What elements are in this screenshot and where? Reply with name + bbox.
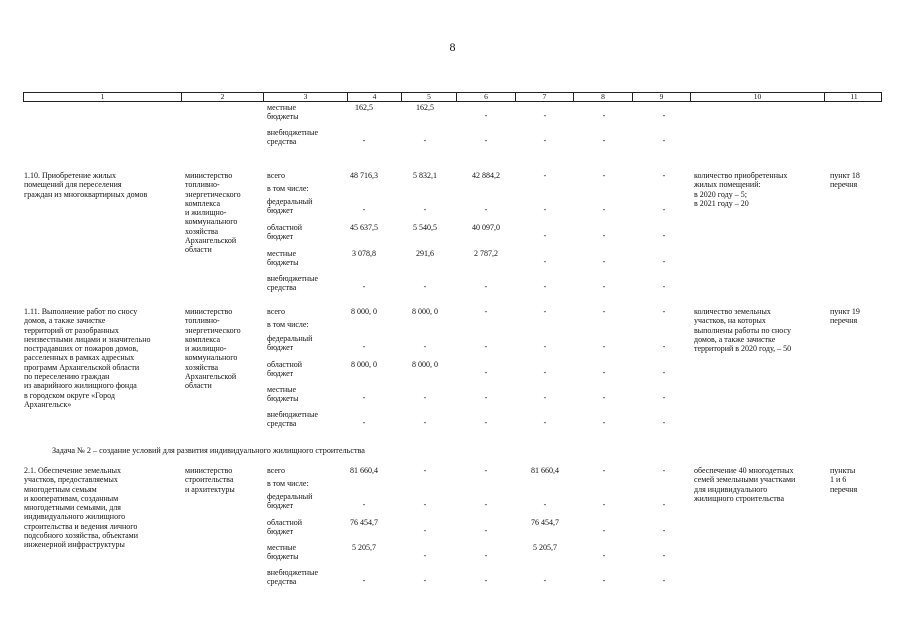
header-col-4: 4 bbox=[348, 93, 402, 101]
amount-cell: - bbox=[543, 171, 547, 180]
target-indicator: обеспечение 40 многодетных семей земельными участками для индивидуального жилищного строительства bbox=[694, 466, 796, 503]
amount-cell: - bbox=[602, 205, 606, 214]
amount-cell: - bbox=[484, 136, 488, 145]
amount-cell: - bbox=[543, 257, 547, 266]
amount-cell: - bbox=[662, 368, 666, 377]
amount-cell: - bbox=[484, 526, 488, 535]
amount-cell: - bbox=[423, 576, 427, 585]
amount-cell: - bbox=[662, 257, 666, 266]
amount-cell: - bbox=[543, 342, 547, 351]
funding-source-label: федеральный бюджет bbox=[267, 197, 313, 216]
amount-cell: - bbox=[484, 205, 488, 214]
funding-source-label: в том числе: bbox=[267, 320, 309, 329]
list-reference: пункт 19 перечня bbox=[830, 307, 860, 326]
amount-cell: - bbox=[484, 551, 488, 560]
header-col-7: 7 bbox=[516, 93, 574, 101]
amount-cell: - bbox=[662, 342, 666, 351]
executor: министерство строительства и архитектуры bbox=[185, 466, 235, 494]
header-col-5: 5 bbox=[402, 93, 457, 101]
amount-cell: - bbox=[484, 342, 488, 351]
amount-cell: - bbox=[362, 205, 366, 214]
amount-cell: - bbox=[602, 282, 606, 291]
amount-cell: 5 205,7 bbox=[352, 543, 376, 552]
amount-cell: - bbox=[423, 551, 427, 560]
amount-cell: 48 716,3 bbox=[350, 171, 378, 180]
amount-cell: 5 832,1 bbox=[413, 171, 437, 180]
funding-source-label: областной бюджет bbox=[267, 360, 303, 379]
amount-cell: - bbox=[543, 111, 547, 120]
funding-source-label: внебюджетные средства bbox=[267, 568, 318, 587]
amount-cell: - bbox=[484, 393, 488, 402]
amount-cell: 5 540,5 bbox=[413, 223, 437, 232]
header-col-2: 2 bbox=[182, 93, 264, 101]
amount-cell: - bbox=[362, 393, 366, 402]
amount-cell: - bbox=[662, 466, 666, 475]
amount-cell: - bbox=[662, 231, 666, 240]
amount-cell: - bbox=[423, 526, 427, 535]
amount-cell: - bbox=[362, 576, 366, 585]
amount-cell: - bbox=[362, 500, 366, 509]
amount-cell: 40 097,0 bbox=[472, 223, 500, 232]
amount-cell: - bbox=[484, 466, 488, 475]
amount-cell: - bbox=[543, 282, 547, 291]
event-name: 1.10. Приобретение жилых помещений для переселения граждан из многоквартирных домов bbox=[24, 171, 148, 199]
amount-cell: - bbox=[362, 418, 366, 427]
list-reference: пункт 18 перечня bbox=[830, 171, 860, 190]
amount-cell: 81 660,4 bbox=[531, 466, 559, 475]
amount-cell: - bbox=[602, 136, 606, 145]
amount-cell: 42 884,2 bbox=[472, 171, 500, 180]
amount-cell: - bbox=[543, 136, 547, 145]
funding-source-label: местные бюджеты bbox=[267, 103, 299, 122]
amount-cell: 8 000, 0 bbox=[351, 307, 377, 316]
amount-cell: - bbox=[484, 282, 488, 291]
amount-cell: - bbox=[662, 111, 666, 120]
amount-cell: - bbox=[662, 526, 666, 535]
amount-cell: - bbox=[602, 111, 606, 120]
funding-source-label: областной бюджет bbox=[267, 223, 303, 242]
amount-cell: - bbox=[484, 418, 488, 427]
header-col-3: 3 bbox=[264, 93, 348, 101]
amount-cell: - bbox=[423, 393, 427, 402]
funding-source-label: местные бюджеты bbox=[267, 385, 299, 404]
amount-cell: - bbox=[602, 393, 606, 402]
amount-cell: - bbox=[662, 418, 666, 427]
table-header bbox=[23, 92, 882, 102]
amount-cell: - bbox=[602, 368, 606, 377]
funding-source-label: местные бюджеты bbox=[267, 543, 299, 562]
header-col-11: 11 bbox=[850, 92, 858, 101]
amount-cell: 8 000, 0 bbox=[351, 360, 377, 369]
target-indicator: количество приобретенных жилых помещений: в 2020 году – 5; в 2021 году – 20 bbox=[694, 171, 788, 208]
amount-cell: - bbox=[602, 257, 606, 266]
funding-source-label: в том числе: bbox=[267, 184, 309, 193]
list-reference: пункты 1 и 6 перечня bbox=[830, 466, 858, 494]
funding-source-label: всего bbox=[267, 307, 286, 316]
amount-cell: - bbox=[602, 576, 606, 585]
amount-cell: - bbox=[543, 418, 547, 427]
event-name: 2.1. Обеспечение земельных участков, предоставляемых многодетным семьям и кооперативам, созданным многодетными семьями, для индивидуального жилищного строительства и ведения личного подсобного хозяйства, объектами инженерной инфраструктуры bbox=[24, 466, 139, 550]
amount-cell: - bbox=[543, 393, 547, 402]
amount-cell: 76 454,7 bbox=[531, 518, 559, 527]
amount-cell: - bbox=[602, 500, 606, 509]
amount-cell: 162,5 bbox=[416, 103, 434, 112]
amount-cell: - bbox=[484, 576, 488, 585]
amount-cell: - bbox=[602, 551, 606, 560]
amount-cell: 81 660,4 bbox=[350, 466, 378, 475]
funding-source-label: всего bbox=[267, 466, 286, 475]
executor: министерство топливно- энергетического комплекса и жилищно- коммунального хозяйства Архангельской области bbox=[185, 307, 241, 391]
amount-cell: - bbox=[484, 368, 488, 377]
funding-source-label: внебюджетные средства bbox=[267, 410, 318, 429]
amount-cell: - bbox=[543, 231, 547, 240]
amount-cell: - bbox=[423, 205, 427, 214]
header-col-9: 9 bbox=[633, 93, 691, 101]
funding-source-label: федеральный бюджет bbox=[267, 492, 313, 511]
amount-cell: - bbox=[543, 205, 547, 214]
amount-cell: - bbox=[423, 466, 427, 475]
amount-cell: - bbox=[423, 282, 427, 291]
header-col-10: 10 bbox=[691, 93, 825, 101]
amount-cell: 76 454,7 bbox=[350, 518, 378, 527]
target-indicator: количество земельных участков, на которых выполнены работы по сносу домов, а также зачистке территорий в 2020 году, – 50 bbox=[694, 307, 792, 354]
funding-source-label: внебюджетные средства bbox=[267, 274, 318, 293]
executor: министерство топливно- энергетического комплекса и жилищно- коммунального хозяйства Архангельской области bbox=[185, 171, 241, 255]
amount-cell: 162,5 bbox=[355, 103, 373, 112]
amount-cell: - bbox=[602, 231, 606, 240]
amount-cell: - bbox=[662, 171, 666, 180]
header-col-8: 8 bbox=[574, 93, 633, 101]
amount-cell: - bbox=[543, 500, 547, 509]
amount-cell: 5 205,7 bbox=[533, 543, 557, 552]
funding-source-label: в том числе: bbox=[267, 479, 309, 488]
amount-cell: - bbox=[662, 551, 666, 560]
header-col-1: 1 bbox=[24, 93, 182, 101]
amount-cell: - bbox=[484, 500, 488, 509]
amount-cell: - bbox=[423, 136, 427, 145]
amount-cell: - bbox=[662, 136, 666, 145]
amount-cell: - bbox=[602, 418, 606, 427]
amount-cell: 45 637,5 bbox=[350, 223, 378, 232]
amount-cell: - bbox=[484, 307, 488, 316]
funding-source-label: внебюджетные средства bbox=[267, 128, 318, 147]
amount-cell: - bbox=[662, 282, 666, 291]
amount-cell: - bbox=[662, 576, 666, 585]
amount-cell: - bbox=[602, 526, 606, 535]
amount-cell: 3 078,8 bbox=[352, 249, 376, 258]
amount-cell: 291,6 bbox=[416, 249, 434, 258]
amount-cell: - bbox=[602, 342, 606, 351]
amount-cell: - bbox=[543, 576, 547, 585]
page-number: 8 bbox=[449, 40, 456, 54]
funding-source-label: местные бюджеты bbox=[267, 249, 299, 268]
funding-source-label: всего bbox=[267, 171, 286, 180]
amount-cell: - bbox=[662, 205, 666, 214]
header-col-6: 6 bbox=[457, 93, 516, 101]
amount-cell: - bbox=[423, 342, 427, 351]
amount-cell: - bbox=[423, 500, 427, 509]
amount-cell: - bbox=[362, 282, 366, 291]
amount-cell: 8 000, 0 bbox=[412, 307, 438, 316]
event-name: 1.11. Выполнение работ по сносу домов, а также зачистке территорий от разобранных неизвестными лицами и значительно пострадавших от пожаров домов, расселенных в рамках адресных программ Архангельской области по переселению граждан из аварийного жилищного фонда в городском округе «Город Архангельск» bbox=[24, 307, 151, 409]
funding-source-label: областной бюджет bbox=[267, 518, 303, 537]
amount-cell: - bbox=[543, 368, 547, 377]
amount-cell: - bbox=[662, 307, 666, 316]
amount-cell: - bbox=[423, 418, 427, 427]
amount-cell: - bbox=[602, 466, 606, 475]
amount-cell: - bbox=[362, 342, 366, 351]
amount-cell: - bbox=[362, 136, 366, 145]
amount-cell: - bbox=[662, 393, 666, 402]
amount-cell: - bbox=[543, 307, 547, 316]
amount-cell: 2 787,2 bbox=[474, 249, 498, 258]
amount-cell: 8 000, 0 bbox=[412, 360, 438, 369]
amount-cell: - bbox=[602, 171, 606, 180]
funding-source-label: федеральный бюджет bbox=[267, 334, 313, 353]
task-heading: Задача № 2 – создание условий для развития индивидуального жилищного строительства bbox=[52, 446, 365, 455]
amount-cell: - bbox=[662, 500, 666, 509]
amount-cell: - bbox=[602, 307, 606, 316]
amount-cell: - bbox=[484, 111, 488, 120]
